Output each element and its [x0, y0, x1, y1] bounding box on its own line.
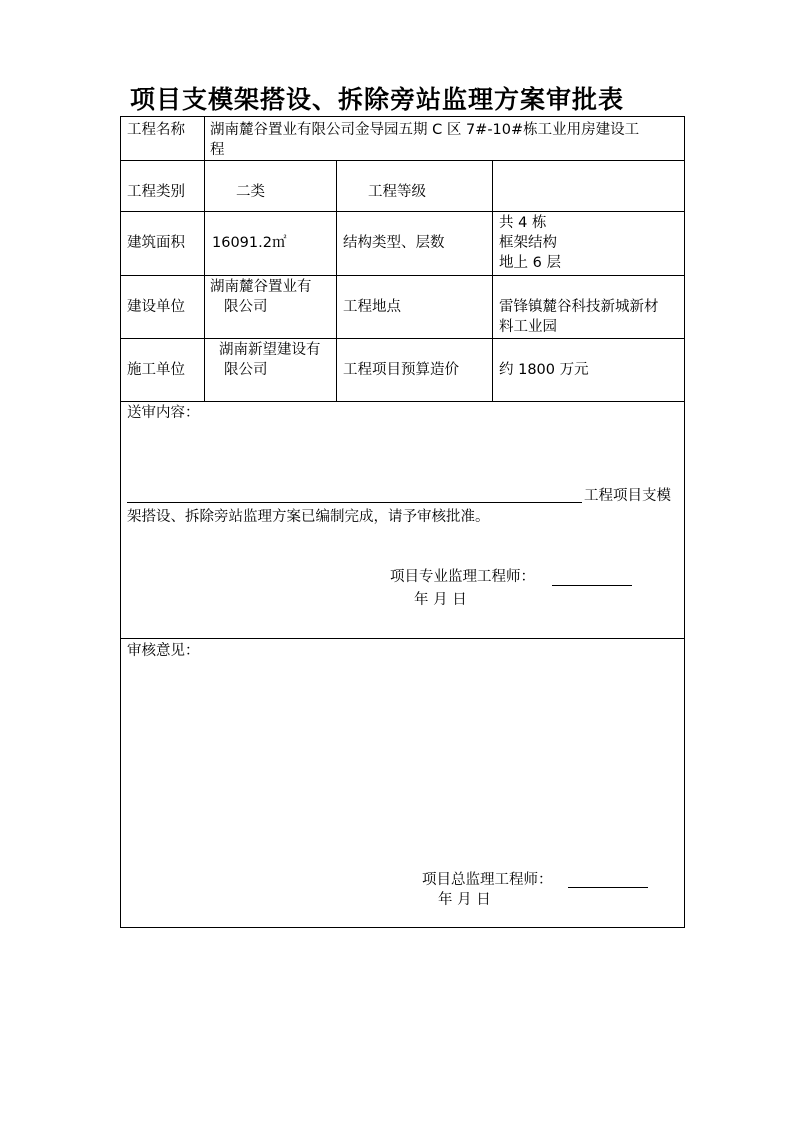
project-category-value: 二类	[236, 184, 265, 200]
specialist-engineer-label: 项目专业监理工程师：	[390, 569, 535, 585]
table-border-right	[684, 116, 685, 927]
specialist-engineer-signature-line[interactable]	[552, 585, 632, 586]
contractor-label: 施工单位	[127, 362, 185, 378]
submission-date: 年 月 日	[414, 592, 467, 608]
contractor-value-line2: 限公司	[224, 362, 268, 378]
structure-type-label: 结构类型、层数	[343, 235, 445, 251]
table-border-left	[120, 116, 121, 927]
review-date: 年 月 日	[438, 892, 491, 908]
building-area-label: 建筑面积	[127, 235, 185, 251]
contractor-value-line1: 湖南新望建设有	[219, 342, 321, 358]
structure-line-3: 地上 6 层	[499, 255, 561, 271]
submission-project-blank[interactable]	[127, 502, 582, 503]
column-divider	[204, 116, 205, 401]
structure-line-2: 框架结构	[499, 235, 557, 251]
form-title: 项目支模架搭设、拆除旁站监理方案审批表	[130, 85, 625, 114]
row-divider	[120, 638, 685, 639]
structure-line-1: 共 4 栋	[499, 215, 547, 231]
submission-text-line2: 架搭设、拆除旁站监理方案已编制完成，请予审核批准。	[127, 509, 490, 525]
budget-label: 工程项目预算造价	[343, 362, 459, 378]
project-category-label: 工程类别	[127, 184, 185, 200]
column-divider	[336, 160, 337, 401]
budget-value: 约 1800 万元	[499, 362, 589, 378]
project-grade-label: 工程等级	[368, 184, 426, 200]
row-divider	[120, 401, 685, 402]
owner-value-line2: 限公司	[224, 299, 268, 315]
location-value-line2: 料工业园	[499, 319, 557, 335]
review-heading: 审核意见：	[127, 643, 200, 659]
owner-value-line1: 湖南麓谷置业有	[210, 279, 312, 295]
column-divider	[492, 160, 493, 401]
building-area-value: 16091.2㎡	[212, 235, 287, 251]
submission-text-line1-tail: 工程项目支模	[584, 488, 671, 504]
chief-engineer-signature-line[interactable]	[568, 887, 648, 888]
location-label: 工程地点	[343, 299, 401, 315]
project-name-value-line2: 程	[210, 142, 225, 158]
submission-heading: 送审内容：	[127, 405, 200, 421]
location-value-line1: 雷锋镇麓谷科技新城新材	[499, 299, 659, 315]
project-name-value-line1: 湖南麓谷置业有限公司金导园五期 C 区 7#-10#栋工业用房建设工	[210, 122, 640, 138]
owner-label: 建设单位	[127, 299, 185, 315]
chief-engineer-label: 项目总监理工程师：	[422, 872, 553, 888]
table-border-bottom	[120, 927, 685, 928]
project-name-label: 工程名称	[127, 122, 185, 138]
